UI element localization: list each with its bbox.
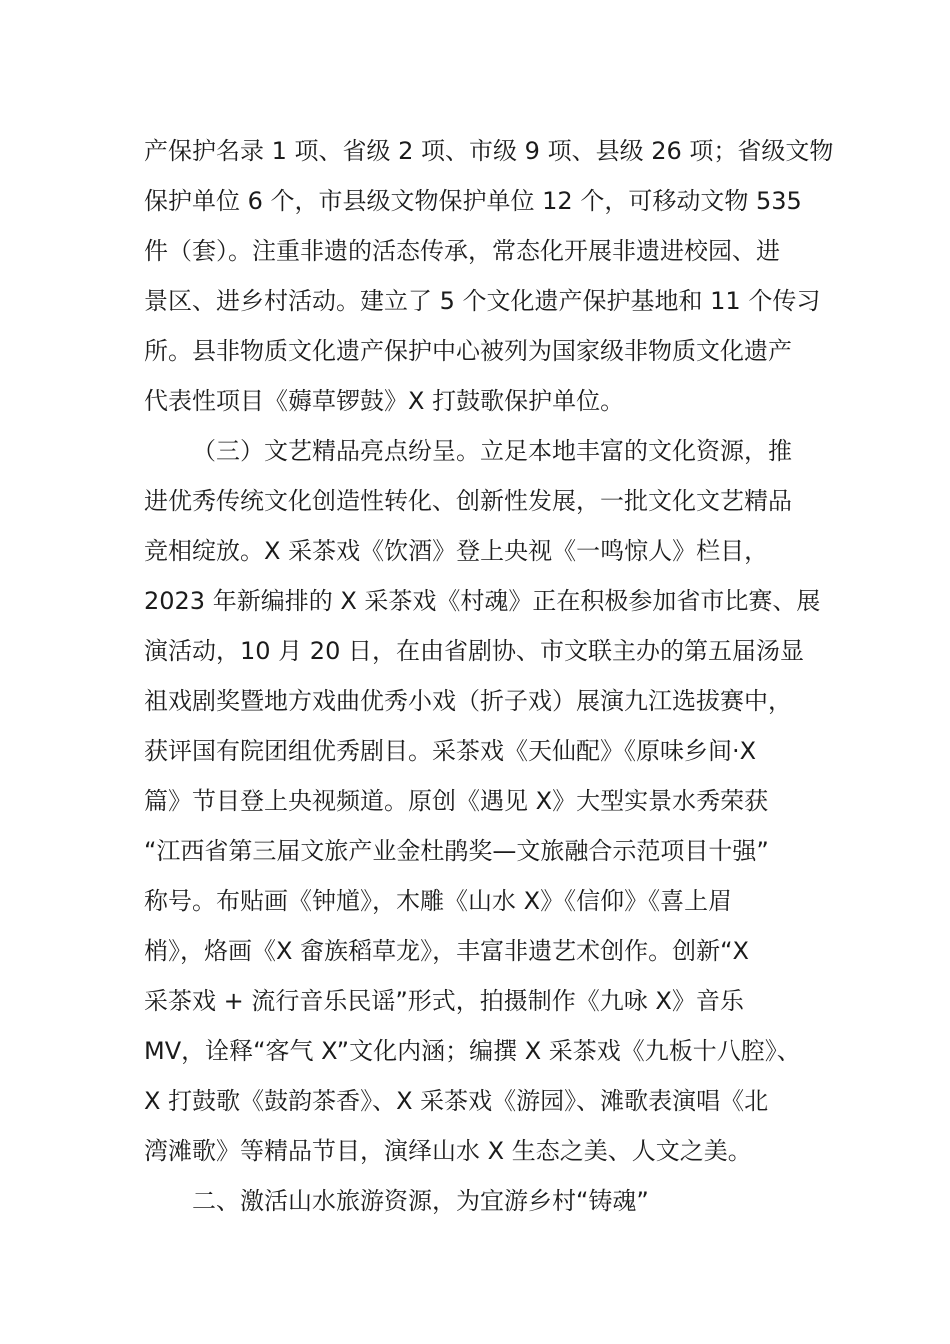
body-text-line: 湾滩歌》等精品节目，演绎山水 X 生态之美、人文之美。 (144, 1137, 752, 1165)
body-text-line: 竞相绽放。X 采茶戏《饮酒》登上央视《一鸣惊人》栏目， (144, 537, 769, 565)
body-text-line: 称号。布贴画《钟馗》，木雕《山水 X》《信仰》《喜上眉 (144, 887, 733, 915)
body-text-line: 所。县非物质文化遗产保护中心被列为国家级非物质文化遗产 (144, 337, 792, 365)
body-text-line: 产保护名录 1 项、省级 2 项、市级 9 项、县级 26 项；省级文物 (144, 137, 834, 165)
body-text-line: 演活动，10 月 20 日，在由省剧协、市文联主办的第五届汤显 (144, 637, 804, 665)
body-text-line: 采茶戏 + 流行音乐民谣”形式，拍摄制作《九咏 X》音乐 (144, 987, 744, 1015)
body-text-line: “江西省第三届文旅产业金杜鹃奖—文旅融合示范项目十强” (144, 837, 769, 865)
body-text-line: 获评国有院团组优秀剧目。采茶戏《天仙配》《原味乡间·X (144, 737, 757, 765)
body-text-line: 2023 年新编排的 X 采茶戏《村魂》正在积极参加省市比赛、展 (144, 587, 821, 615)
body-text-line: 祖戏剧奖暨地方戏曲优秀小戏（折子戏）展演九江选拔赛中， (144, 687, 792, 715)
body-text-line: 景区、进乡村活动。建立了 5 个文化遗产保护基地和 11 个传习 (144, 287, 821, 315)
section-heading: 二、激活山水旅游资源，为宜游乡村“铸魂” (192, 1187, 649, 1215)
body-text-line: 件（套）。注重非遗的活态传承，常态化开展非遗进校园、进 (144, 237, 780, 265)
body-text-line: 保护单位 6 个，市县级文物保护单位 12 个，可移动文物 535 (144, 187, 802, 215)
body-text-line: 梢》，烙画《X 畲族稻草龙》，丰富非遗艺术创作。创新“X (144, 937, 749, 965)
body-text-line: MV，诠释“客气 X”文化内涵；编撰 X 采茶戏《九板十八腔》、 (144, 1037, 801, 1065)
body-text-line: 进优秀传统文化创造性转化、创新性发展，一批文化文艺精品 (144, 487, 792, 515)
body-text-line: X 打鼓歌《鼓韵茶香》、X 采茶戏《游园》、滩歌表演唱《北 (144, 1087, 769, 1115)
body-text-line: 代表性项目《薅草锣鼓》X 打鼓歌保护单位。 (144, 387, 625, 415)
paragraph-first-line: （三）文艺精品亮点纷呈。立足本地丰富的文化资源，推 (192, 437, 792, 465)
body-text-line: 篇》节目登上央视频道。原创《遇见 X》大型实景水秀荣获 (144, 787, 769, 815)
